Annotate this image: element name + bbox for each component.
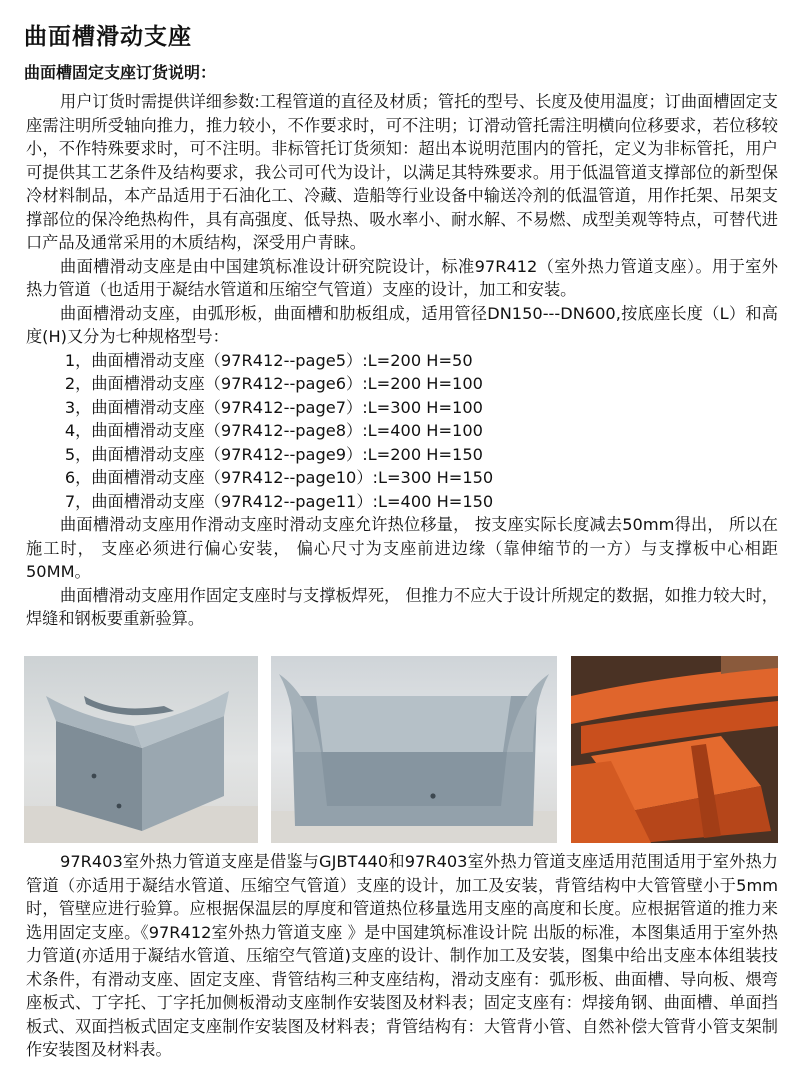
paragraph-composition: 曲面槽滑动支座，由弧形板，曲面槽和肋板组成，适用管径DN150---DN600,按底座长度（L）和高度(H)又分为七种规格型号：: [26, 303, 778, 346]
page-title: 曲面槽滑动支座: [24, 24, 192, 50]
paragraph-97r403-standard: 97R403室外热力管道支座是借鉴与GJBT440和97R403室外热力管道支座适用范围适用于室外热力管道（亦适用于凝结水管道、压缩空气管道）支座的设计，加工及安装，背管结构中大管管壁小于5mm时，管壁应进行验算。应根据保温层的厚度和管道热位移量选用支座的高度和长度。应根据管道的推力来选用固定支座。《97R412室外热力管道支座 》是中国建筑标准设计院 出版的标准，本图集适用于室外热力管道(亦适用于凝结水管道、压缩空气管道)支座的设计、制作加工及安装，图集中给出支座本体组装技术条件，有滑动支座、固定支座、背管结构三种支座结构，滑动支座有：弧形板、曲面槽、导向板、煨弯座板式、丁字托、丁字托加侧板滑动支座制作安装图及材料表；固定支座有：焊接角钢、曲面槽、单面挡板式、双面挡板式固定支座制作安装图及材料表；背管结构有：大管背小管、自然补偿大管背小管支架制作安装图及材料表。: [26, 852, 778, 1059]
paragraph-design-standard: 曲面槽滑动支座是由中国建筑标准设计研究院设计，标准97R412（室外热力管道支座）。用于室外热力管道（也适用于凝结水管道和压缩空气管道）支座的设计，加工和安装。: [26, 256, 778, 299]
product-photo-gray-support-front: [271, 656, 557, 843]
product-photo-rusted-supports: [571, 656, 778, 843]
paragraph-sliding-use: 曲面槽滑动支座用作滑动支座时滑动支座允许热位移量， 按支座实际长度减去50mm得出， 所以在施工时， 支座必须进行偏心安装， 偏心尺寸为支座前进边缘（靠伸缩节的一方）与支撑板中心相距50MM。: [26, 515, 778, 581]
spec-item: 6，曲面槽滑动支座（97R412--page10）:L=300 H=150: [64, 468, 494, 487]
description-block: [26, 90, 778, 631]
spec-item: 2，曲面槽滑动支座（97R412--page6）:L=200 H=100: [64, 374, 483, 393]
spec-item: 7，曲面槽滑动支座（97R412--page11）:L=400 H=150: [64, 491, 494, 511]
paragraph-fixed-use: 曲面槽滑动支座用作固定支座时与支撑板焊死， 但推力不应大于设计所规定的数据，如推力较大时， 焊缝和钢板要重新验算。: [26, 585, 778, 628]
section-subtitle: 曲面槽固定支座订货说明：: [24, 63, 217, 82]
spec-item: 1，曲面槽滑动支座（97R412--page5）:L=200 H=50: [64, 350, 473, 370]
paragraph-ordering-info: 用户订货时需提供详细参数:工程管道的直径及材质；管托的型号、长度及使用温度；订曲面槽固定支座需注明所受轴向推力，推力较小，不作要求时，可不注明；订滑动管托需注明横向位移要求，若位移较小，不作特殊要求时，可不注明。非标管托订货须知：超出本说明范围内的管托，定义为非标管托，用户可提供其工艺条件及结构要求，我公司可代为设计，以满足其特殊要求。用于低温管道支撑部位的新型保冷材料制品，本产品适用于石油化工、冷藏、造船等行业设备中输送冷剂的低温管道，用作托架、吊架支撑部位的保冷绝热构件，具有高强度、低导热、吸水率小、耐水解、不易燃、成型美观等特点，可替代进口产品及通常采用的木质结构，深受用户青睐。: [26, 92, 778, 252]
spec-item: 5，曲面槽滑动支座（97R412--page9）:L=200 H=150: [64, 444, 483, 464]
spec-item: 4，曲面槽滑动支座（97R412--page8）:L=400 H=100: [64, 421, 483, 440]
standard-description-block: [26, 850, 778, 1062]
product-photo-gray-support-angle: [24, 656, 258, 843]
spec-item: 3，曲面槽滑动支座（97R412--page7）:L=300 H=100: [64, 397, 483, 417]
